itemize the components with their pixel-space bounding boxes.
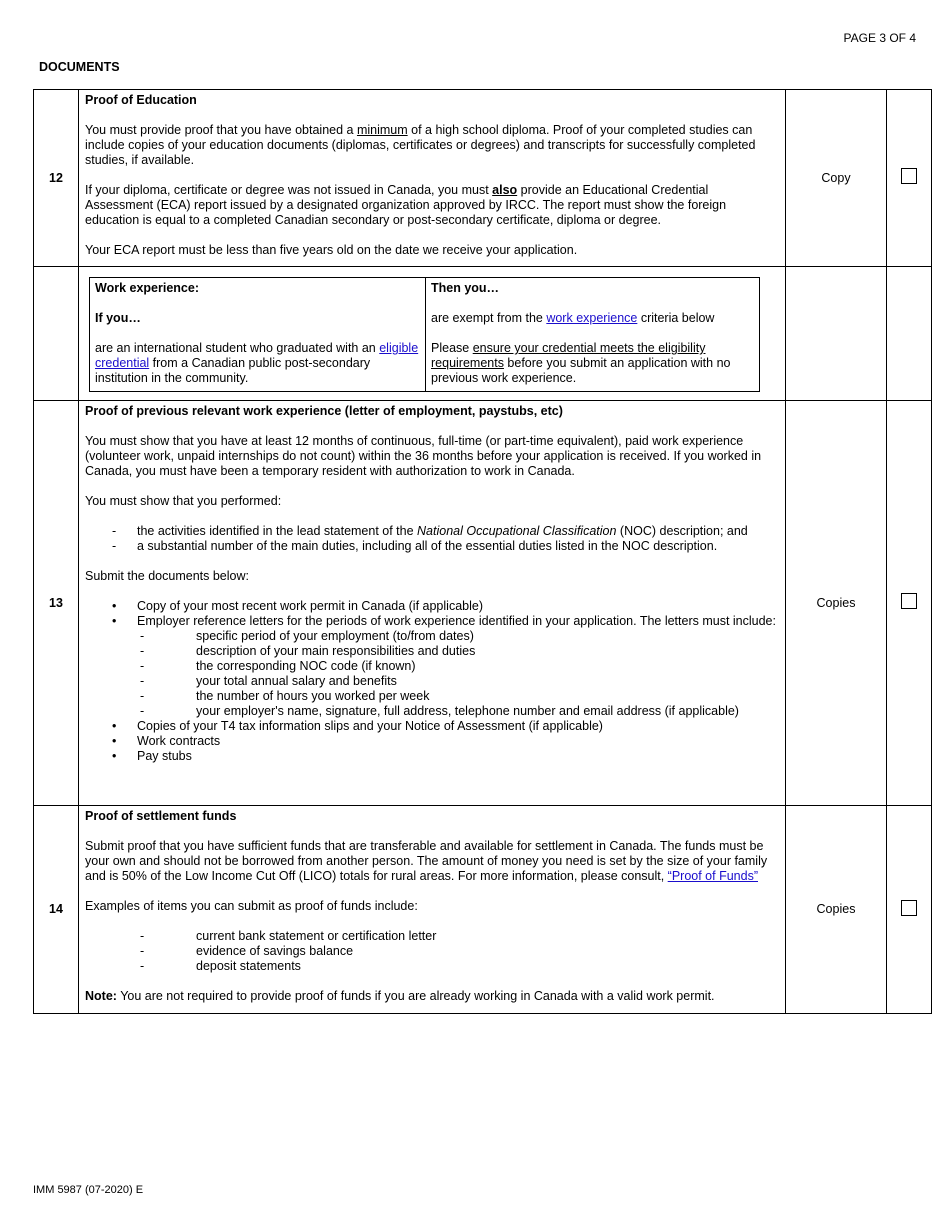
item-title: Proof of settlement funds — [85, 809, 237, 823]
work-experience-link[interactable]: work experience — [546, 311, 638, 325]
list-item: - description of your main responsibilities and duties — [85, 644, 777, 659]
paragraph: Your ECA report must be less than five years old on the date we receive your application. — [85, 243, 578, 257]
proof-of-funds-link[interactable]: “Proof of Funds” — [667, 869, 758, 883]
list-item: - deposit statements — [85, 959, 777, 974]
paragraph: You must show that you have at least 12 months of continuous, full-time (or part-time equivalent), paid work experience (volunteer work, unpaid internships do not count) within the 36 months before your application is received. If you worked in Canada, you must have been a temporary resident with authorization to work in Canada. — [85, 434, 762, 478]
exemption-right-cell — [426, 278, 760, 392]
list-item: - your total annual salary and benefits — [85, 674, 777, 689]
list-item: • Copies of your T4 tax information slips and your Notice of Assessment (if applicable) — [85, 719, 777, 734]
row-description — [79, 267, 786, 401]
checkbox[interactable] — [901, 900, 917, 916]
exemption-left-cell — [90, 278, 426, 392]
list-item: - your employer's name, signature, full address, telephone number and email address (if applicable) — [85, 704, 777, 719]
row-number: 13 — [34, 401, 79, 806]
table-row — [34, 401, 932, 806]
list-item: - current bank statement or certification letter — [85, 929, 777, 944]
paragraph: You must show that you performed: — [85, 494, 282, 508]
list-item: - the corresponding NOC code (if known) — [85, 659, 777, 674]
list-item: - a substantial number of the main duties, including all of the essential duties listed in the NOC description. — [85, 539, 777, 554]
list-item: - evidence of savings balance — [85, 944, 777, 959]
list-item: - the number of hours you worked per week — [85, 689, 777, 704]
list-item: • Employer reference letters for the periods of work experience identified in your application. The letters must include: — [85, 614, 777, 629]
item-title: Proof of previous relevant work experience (letter of employment, paystubs, etc) — [85, 404, 563, 418]
exemption-subheading: If you… — [95, 311, 141, 325]
documents-table — [33, 89, 932, 1014]
exemption-heading: Then you… — [431, 281, 500, 295]
row-description — [79, 401, 786, 806]
checkbox[interactable] — [901, 168, 917, 184]
list-item: - the activities identified in the lead statement of the National Occupational Classification (NOC) description; and — [85, 524, 777, 539]
paragraph: You must provide proof that you have obtained a minimum of a high school diploma. Proof of your completed studies can include copies of your education documents (diplomas, certificates or degrees) and transcripts for successfully completed studies, if available. — [85, 123, 756, 167]
row-description — [79, 90, 786, 267]
list-item: • Pay stubs — [85, 749, 777, 764]
paragraph: are exempt from the work experience criteria below — [431, 311, 715, 325]
paragraph: are an international student who graduated with an eligible credential from a Canadian public post-secondary institution in the community. — [95, 341, 419, 385]
page-number: PAGE 3 OF 4 — [843, 31, 916, 45]
table-row — [34, 806, 932, 1014]
copy-type: Copies — [786, 806, 887, 1014]
list-item: • Work contracts — [85, 734, 777, 749]
row-number: 14 — [34, 806, 79, 1014]
paragraph: Submit the documents below: — [85, 569, 249, 583]
form-code: IMM 5987 (07-2020) E — [33, 1184, 144, 1196]
paragraph: Submit proof that you have sufficient funds that are transferable and available for settlement in Canada. The funds must be your own and should not be borrowed from another person. The amount of money you need is set by the size of your family and is 50% of the Low Income Cut Off (LICO) totals for rural areas. For more information, please consult, “Proof of Funds” — [85, 839, 768, 883]
checkbox[interactable] — [901, 593, 917, 609]
copy-type: Copy — [786, 90, 887, 267]
note: Note: You are not required to provide proof of funds if you are already working in Canada with a valid work permit. — [85, 989, 715, 1003]
exemption-heading: Work experience: — [95, 281, 199, 295]
table-row — [34, 90, 932, 267]
paragraph: Examples of items you can submit as proof of funds include: — [85, 899, 418, 913]
row-description — [79, 806, 786, 1014]
copy-type: Copies — [786, 401, 887, 806]
list-item: • Copy of your most recent work permit in Canada (if applicable) — [85, 599, 777, 614]
item-title: Proof of Education — [85, 93, 197, 107]
paragraph: Please ensure your credential meets the eligibility requirements before you submit an application with no previous work experience. — [431, 341, 731, 385]
section-title: DOCUMENTS — [39, 60, 120, 74]
paragraph: If your diploma, certificate or degree was not issued in Canada, you must also provide an Educational Credential Assessment (ECA) report issued by a designated organization approved by IRCC. The report must show the foreign education is equal to a completed Canadian secondary or post-secondary certificate, diploma or degree. — [85, 183, 727, 227]
eligible-credential-link[interactable]: eligible credential — [95, 341, 419, 370]
exemption-table — [89, 277, 760, 392]
table-row — [34, 267, 932, 401]
list-item: - specific period of your employment (to/from dates) — [85, 629, 777, 644]
row-number: 12 — [34, 90, 79, 267]
